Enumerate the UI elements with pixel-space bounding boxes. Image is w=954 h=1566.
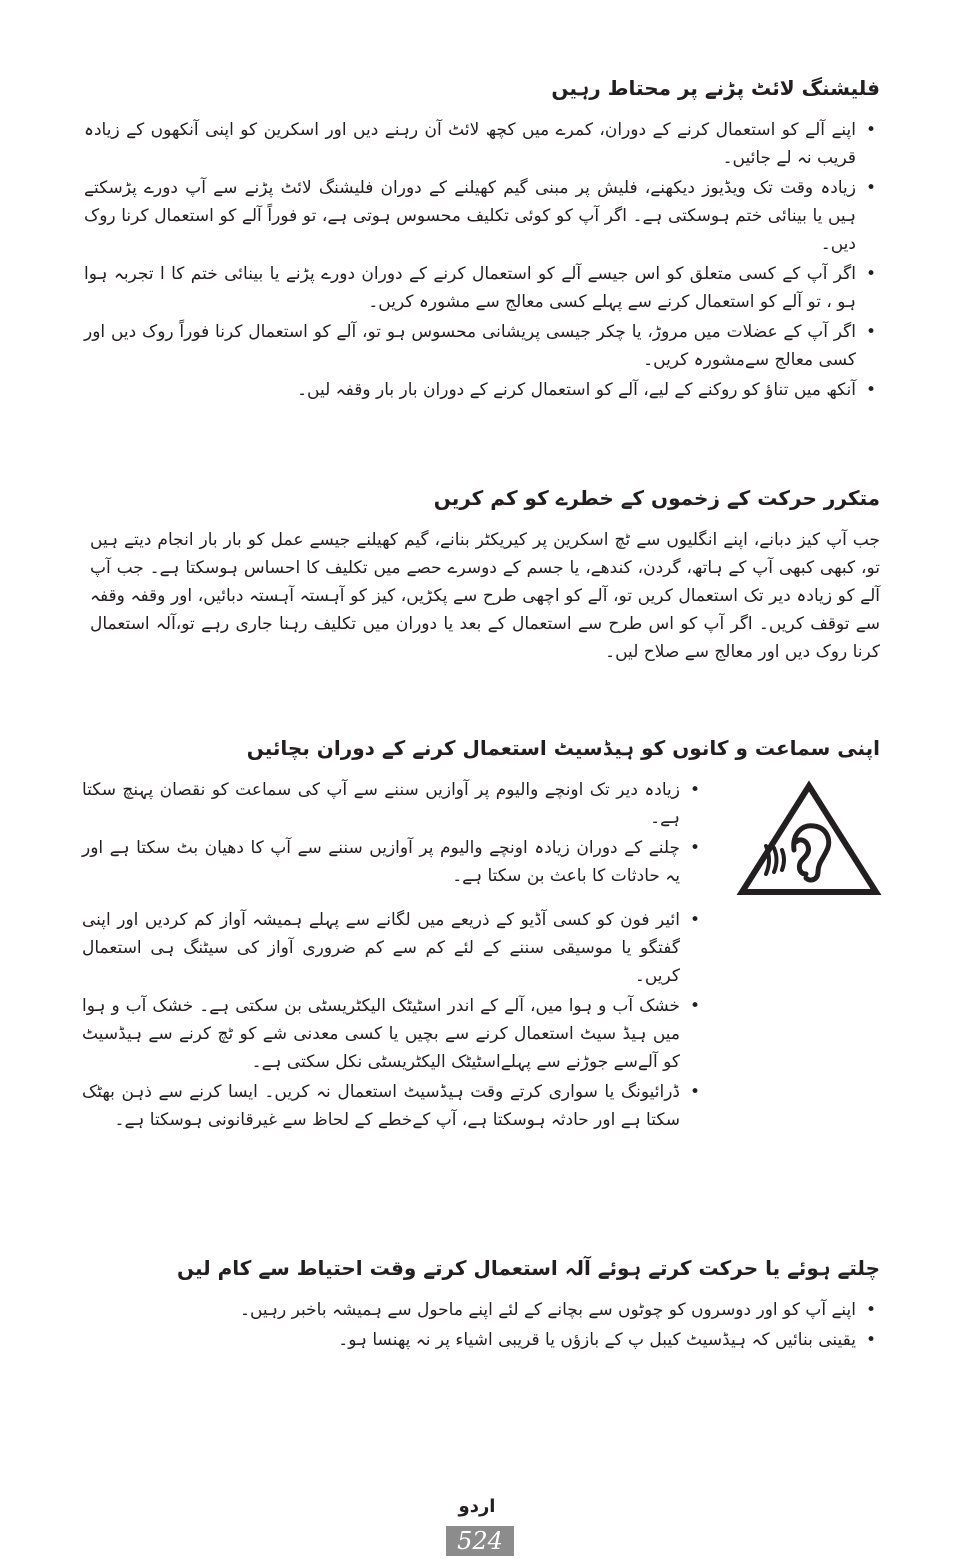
hearing-warning-icon bbox=[736, 780, 882, 898]
list-item: • ڈرائیونگ یا سواری کرتے وقت ہیڈسیٹ استعمال نہ کریں۔ ایسا کرنے سے ذہن بھٹک سکتا ہے اور حادثہ ہوسکتا ہے، آپ کےخطے کے لحاظ سے غیرقانونی ہوسکتا ہے۔ bbox=[82, 1078, 704, 1134]
repetitive-paragraph: جب آپ کیز دبانے، اپنے انگلیوں سے ٹچ اسکرین پر کیریکٹر بنانے، گیم کھیلنے جیسے عمل کو بار بار انجام دیتے ہیں تو، کبھی کبھی آپ کے ہاتھ، گردن، کندھے، یا جسم کے دوسرے حصے میں تکلیف کا احساس ہوسکتا ہے۔ جب آپ آلے کو زیادہ دیر تک استعمال کریں تو، آلے کو اچھی طرح سے پکڑیں، کیز کو آہستہ آہستہ دبائیں، اور وقفہ وقفہ سے توقف کریں۔ اگر آپ کو اس طرح سے استعمال کے بعد یا دوران میں تکلیف رہنا جاری رہے تو،آلہ استعمال کرنا روک دیں اور معالج سے صلاح لیں۔ bbox=[90, 530, 880, 662]
footer-language: اردو bbox=[458, 1496, 496, 1517]
flashing-bullets bbox=[84, 116, 880, 406]
list-item: • زیادہ وقت تک ویڈیوز دیکھنے، فلیش پر مبنی گیم کھیلنے کے دوران فلیشنگ لائٹ پڑنے سے آپ دورے پڑسکتے ہیں یا بینائی ختم ہوسکتی ہے۔ اگر آپ کو کوئی تکلیف محسوس ہوتی ہے، تو فوراً آلے کو استعمال کرنا روک دیں۔ bbox=[84, 174, 880, 258]
list-item: • اگر آپ کے کسی متعلق کو اس جیسے آلے کو استعمال کرنے کے دوران دورے پڑنے یا بینائی ختم کا ا تجربہ ہوا ہو ، تو آلے کو استعمال کرنے سے پہلے کسی معالج سے مشورہ کریں۔ bbox=[84, 260, 880, 316]
list-item: • آنکھ میں تناؤ کو روکنے کے لیے، آلے کو استعمال کرنے کے دوران بار بار وقفہ لیں۔ bbox=[84, 376, 880, 404]
list-item: • اگر آپ کے عضلات میں مروڑ، یا چکر جیسی پریشانی محسوس ہو تو، آلے کو استعمال کرنا فوراً روک دیں اور کسی معالج سےمشورہ کریں۔ bbox=[84, 318, 880, 374]
heading-flashing-lights: فلیشنگ لائٹ پڑنے پر محتاط رہیں bbox=[551, 76, 880, 100]
hearing-bullets bbox=[82, 776, 704, 892]
heading-walking-caution: چلتے ہوئے یا حرکت کرتے ہوئے آلہ استعمال کرتے وقت احتیاط سے کام لیں bbox=[177, 1256, 880, 1280]
list-item: • خشک آب و ہوا میں، آلے کے اندر اسٹیٹک الیکٹریسٹی بن سکتی ہے۔ خشک آب و ہوا میں ہیڈ سیٹ استعمال کرنے سے بچیں یا کسی معدنی شے کو ٹچ کرنے سے ہیڈسیٹ کو آلےسے جوڑنے سے پہلےاسٹیٹک الیکٹریسٹی نکل سکتی ہے۔ bbox=[82, 992, 704, 1076]
list-item: • اپنے آلے کو استعمال کرنے کے دوران، کمرے میں کچھ لائٹ آن رہنے دیں اور اسکرین کو اپنی آنکھوں کے زیادہ قریب نہ لے جائیں۔ bbox=[84, 116, 880, 172]
list-item: • چلنے کے دوران زیادہ اونچے والیوم پر آوازیں سننے سے آپ کا دھیان بٹ سکتا ہے اور یہ حادثات کا باعث بن سکتا ہے۔ bbox=[82, 834, 704, 890]
walking-bullets bbox=[84, 1296, 880, 1356]
list-item: • ائیر فون کو کسی آڈیو کے ذریعے میں لگانے سے پہلے ہمیشہ آواز کم کردیں اور اپنی گفتگو یا موسیقی سننے کے لئے کم سے کم ضروری آواز کی سیٹنگ ہی استعمال کریں۔ bbox=[82, 906, 704, 990]
list-item: • زیادہ دیر تک اونچے والیوم پر آوازیں سننے سے آپ کی سماعت کو نقصان پہنچ سکتا ہے۔ bbox=[82, 776, 704, 832]
heading-hearing-protection: اپنی سماعت و کانوں کو ہیڈسیٹ استعمال کرنے کے دوران بچائیں bbox=[246, 736, 880, 760]
hearing-bullets-continued bbox=[82, 906, 704, 1136]
heading-repetitive-motion: متکرر حرکت کے زخموں کے خطرے کو کم کریں bbox=[433, 486, 880, 510]
list-item: • یقینی بنائیں کہ ہیڈسیٹ کیبل پ کے بازؤں یا قریبی اشیاء پر نہ پھنسا ہو۔ bbox=[84, 1326, 880, 1354]
list-item: • اپنے آپ کو اور دوسروں کو چوٹوں سے بچانے کے لئے اپنے ماحول سے ہمیشہ باخبر رہیں۔ bbox=[84, 1296, 880, 1324]
page-number: 524 bbox=[446, 1526, 514, 1556]
